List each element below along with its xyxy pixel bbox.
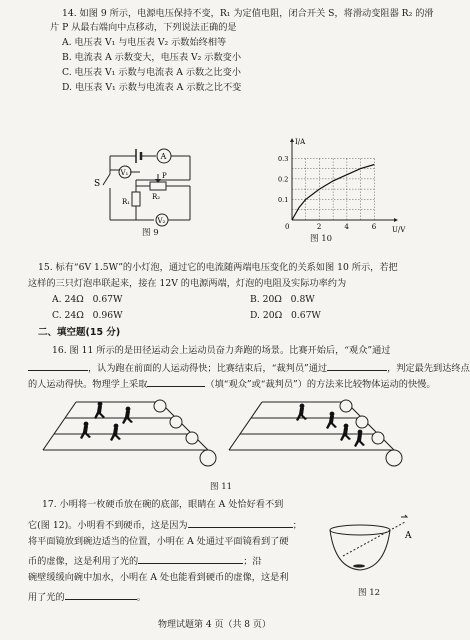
stopwatch-icon bbox=[372, 432, 384, 444]
origin-label: 0 bbox=[285, 223, 290, 231]
fig12-point-label: A bbox=[405, 531, 412, 541]
label-ammeter: A bbox=[160, 152, 167, 161]
y-axis-arrow-icon bbox=[290, 138, 294, 142]
q14-option-c: C. 电压表 V₁ 示数与电流表 A 示数之比变小 bbox=[62, 67, 241, 78]
x-tick-label: 6 bbox=[371, 223, 377, 231]
q17-blank-1[interactable] bbox=[188, 518, 293, 528]
stopwatch-icon bbox=[386, 450, 402, 466]
q15-line1: 15. 标有“6V 1.5W”的小灯泡，通过它的电流随两端电压变化的关系如图 10 所示，若把 bbox=[38, 262, 398, 273]
q15-line2: 这样的三只灯泡串联起来，接在 12V 的电源两端，灯泡的电阻及实际功率约为 bbox=[28, 278, 347, 289]
label-r1: R₁ bbox=[122, 198, 131, 206]
eye-icon bbox=[401, 515, 407, 517]
q15-option-d: D. 20Ω 0.67W bbox=[250, 310, 321, 321]
q16-line3: 的人运动得快。物理学上采取 （填“观众”或“裁判员”）的方法来比较物体运动的快慢。 bbox=[28, 379, 436, 390]
stopwatch-icon bbox=[200, 450, 216, 466]
label-r2: R₂ bbox=[152, 193, 161, 201]
q15-option-c: C. 24Ω 0.96W bbox=[52, 310, 123, 321]
fig10-caption: 图 10 bbox=[310, 234, 333, 244]
stopwatch-icon bbox=[186, 432, 198, 444]
q14-option-d: D. 电压表 V₁ 示数与电流表 A 示数之比不变 bbox=[62, 82, 242, 93]
q17-line2: 它(图 12)。小明看不到硬币，这是因为 ； bbox=[28, 520, 302, 531]
runner-icon bbox=[122, 407, 133, 424]
q17-blank-2[interactable] bbox=[138, 554, 243, 564]
q14-stem-line2: 片 P 从最右端向中点移动，下列说法正确的是 bbox=[50, 22, 237, 33]
runner-icon bbox=[80, 422, 91, 439]
x-axis-label: U/V bbox=[392, 226, 406, 234]
q17-line1: 17. 小明将一枚硬币放在碗的底部，眼睛在 A 处恰好看不到 bbox=[42, 499, 284, 510]
y-tick-label: 0.2 bbox=[278, 175, 289, 184]
fig12-caption: 图 12 bbox=[358, 588, 381, 598]
fig9-caption: 图 9 bbox=[142, 228, 159, 238]
q14-option-a: A. 电压表 V₁ 与电压表 V₂ 示数始终相等 bbox=[62, 37, 227, 48]
stopwatch-icon bbox=[170, 416, 182, 428]
q17-line4: 币的虚像，这是利用了光的 ；沿 bbox=[28, 556, 262, 567]
label-switch: S bbox=[94, 179, 101, 189]
label-p: P bbox=[162, 172, 167, 180]
runner-icon bbox=[94, 402, 105, 419]
fig12-bowl-coin bbox=[325, 510, 425, 580]
stopwatch-icon bbox=[356, 416, 368, 428]
q15-option-b: B. 20Ω 0.8W bbox=[250, 294, 315, 305]
q16-blank-3[interactable] bbox=[147, 377, 205, 387]
q16-blank-2[interactable] bbox=[327, 361, 387, 371]
runner-icon bbox=[110, 424, 121, 441]
q16-blank-1[interactable] bbox=[28, 361, 88, 371]
fig10-iu-graph bbox=[270, 138, 406, 234]
fig9-circuit-diagram bbox=[92, 140, 202, 230]
q14-stem-line1: 14. 如图 9 所示，电源电压保持不变，R₁ 为定值电阻，闭合开关 S，将滑动变阻器 R₂ 的滑 bbox=[62, 8, 434, 19]
label-v2: V₂ bbox=[157, 217, 166, 225]
stopwatch-icon bbox=[340, 400, 352, 412]
runner-icon bbox=[340, 424, 351, 441]
fig11-caption: 图 11 bbox=[210, 482, 233, 492]
q15-option-a: A. 24Ω 0.67W bbox=[52, 294, 123, 305]
coin-icon bbox=[353, 564, 365, 567]
q14-option-b: B. 电流表 A 示数变大，电压表 V₂ 示数变小 bbox=[62, 52, 242, 63]
x-axis-arrow-icon bbox=[394, 218, 398, 222]
y-axis-label: I/A bbox=[295, 138, 306, 146]
q17-line5: 碗壁缓缓向碗中加水，小明在 A 处也能看到硬币的虚像，这是利 bbox=[28, 572, 289, 583]
fig11-running-tracks bbox=[40, 396, 420, 480]
q17-line3: 将平面镜放到碗边适当的位置，小明在 A 处通过平面镜看到了硬 bbox=[28, 536, 289, 547]
q16-line2: ，认为跑在前面的人运动得快；比赛结束后，“裁判员”通过 ，判定最先到达终点 bbox=[28, 361, 470, 375]
q17-blank-3[interactable] bbox=[65, 590, 137, 600]
stopwatch-icon bbox=[154, 400, 166, 412]
runner-icon bbox=[326, 412, 337, 429]
label-v1: V₁ bbox=[120, 169, 129, 177]
q16-line1: 16. 图 11 所示的是田径运动会上运动员奋力奔跑的场景。比赛开始后，“观众”通过 bbox=[52, 345, 391, 356]
x-tick-label: 2 bbox=[316, 223, 322, 231]
y-tick-label: 0.3 bbox=[278, 154, 289, 163]
section-fill-in-title: 二、填空题(15 分) bbox=[38, 327, 121, 338]
q17-line6: 用了光的 。 bbox=[28, 592, 146, 603]
page-footer: 物理试题第 4 页（共 8 页） bbox=[158, 620, 271, 630]
y-tick-label: 0.1 bbox=[278, 195, 289, 204]
runner-icon bbox=[354, 430, 365, 447]
x-tick-label: 4 bbox=[344, 223, 349, 231]
